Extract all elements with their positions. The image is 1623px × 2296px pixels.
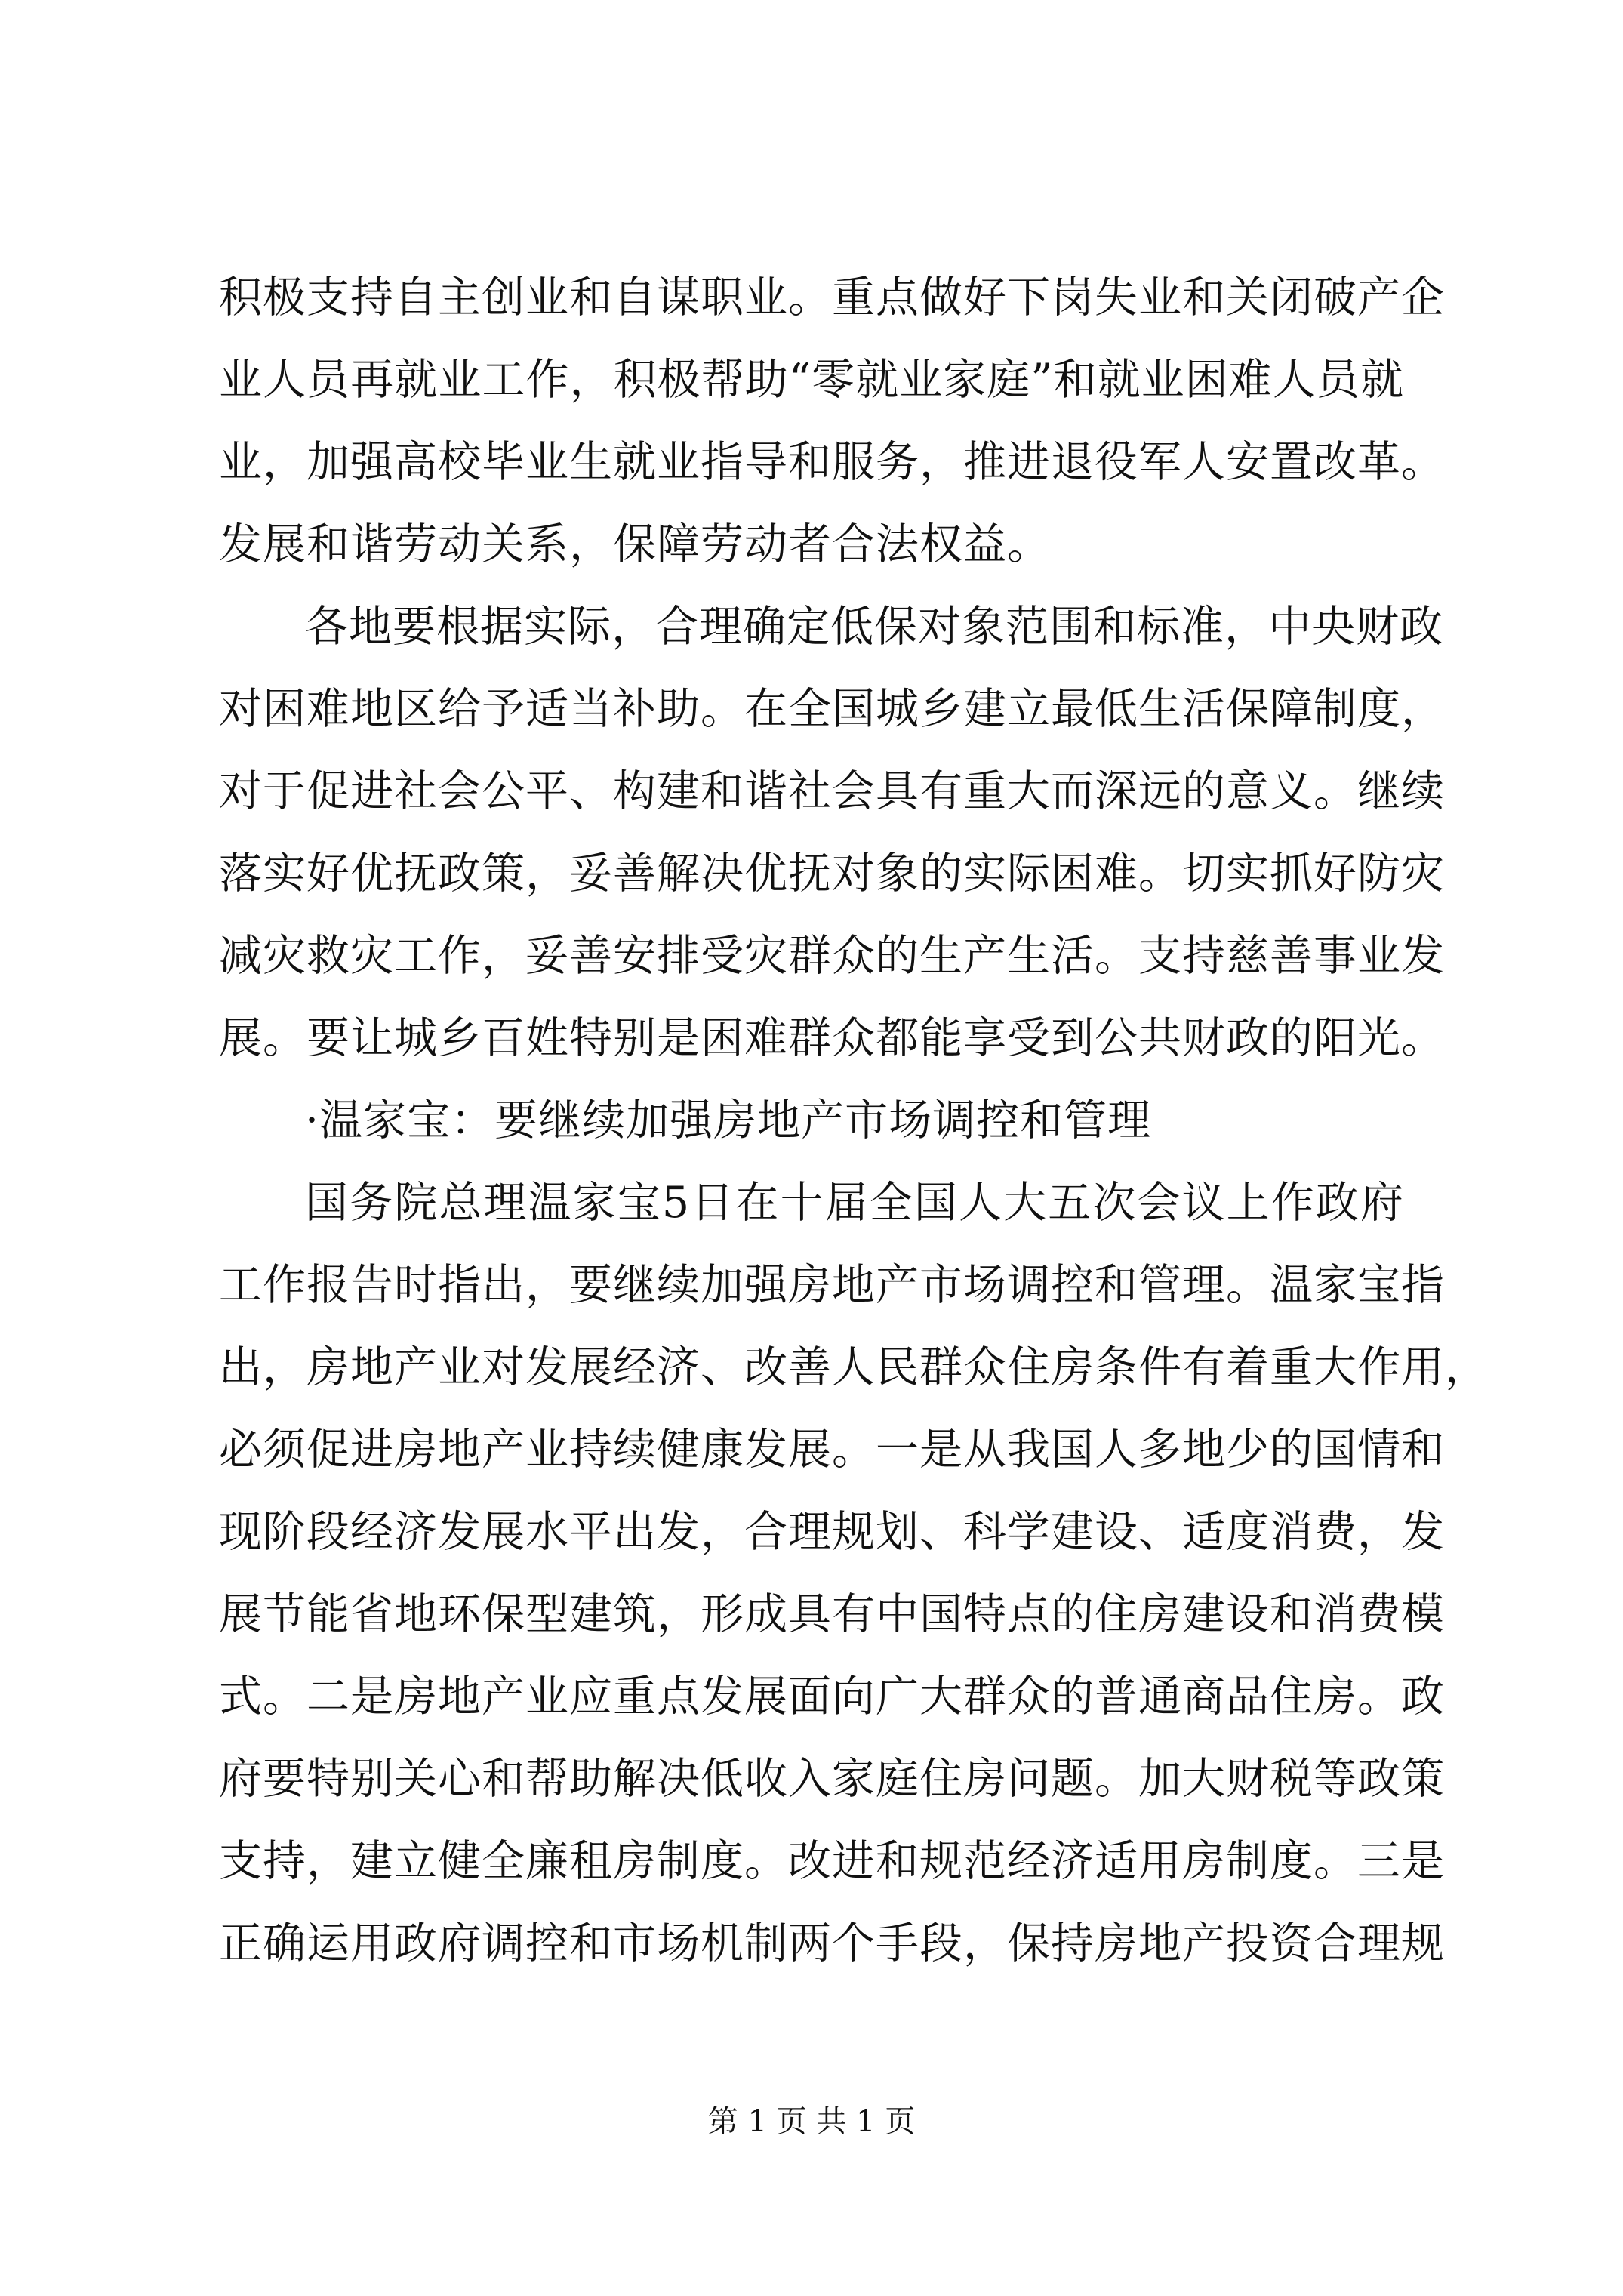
- text-line: 支持，建立健全廉租房制度。改进和规范经济适用房制度。三是: [219, 1836, 1445, 1886]
- text-line: 落实好优抚政策，妥善解决优抚对象的实际困难。切实抓好防灾: [219, 849, 1445, 898]
- text-line: 各地要根据实际，合理确定低保对象范围和标准，中央财政: [305, 602, 1443, 652]
- text-line: 国务院总理温家宝5日在十届全国人大五次会议上作政府: [305, 1178, 1404, 1228]
- text-line: 对于促进社会公平、构建和谐社会具有重大而深远的意义。继续: [219, 766, 1445, 816]
- text-line: 业，加强高校毕业生就业指导和服务，推进退役军人安置改革。: [219, 437, 1445, 487]
- text-line: 工作报告时指出，要继续加强房地产市场调控和管理。温家宝指: [219, 1260, 1445, 1310]
- text-line: 出，房地产业对发展经济、改善人民群众住房条件有着重大作用，: [219, 1342, 1489, 1392]
- text-line: 业人员再就业工作，积极帮助“零就业家庭”和就业困难人员就: [219, 355, 1404, 405]
- text-line: 现阶段经济发展水平出发，合理规划、科学建设、适度消费，发: [219, 1507, 1445, 1557]
- text-line: 展节能省地环保型建筑，形成具有中国特点的住房建设和消费模: [219, 1589, 1445, 1639]
- section-heading: ·温家宝：要继续加强房地产市场调控和管理: [305, 1096, 1152, 1145]
- text-line: 发展和谐劳动关系，保障劳动者合法权益。: [219, 519, 1051, 569]
- text-line: 必须促进房地产业持续健康发展。一是从我国人多地少的国情和: [219, 1425, 1445, 1475]
- text-line: 积极支持自主创业和自谋职业。重点做好下岗失业和关闭破产企: [219, 273, 1445, 322]
- text-line: 对困难地区给予适当补助。在全国城乡建立最低生活保障制度，: [219, 684, 1445, 734]
- text-line: 展。要让城乡百姓特别是困难群众都能享受到公共财政的阳光。: [219, 1013, 1445, 1063]
- text-line: 府要特别关心和帮助解决低收入家庭住房问题。加大财税等政策: [219, 1754, 1445, 1804]
- text-line: 减灾救灾工作，妥善安排受灾群众的生产生活。支持慈善事业发: [219, 931, 1445, 981]
- page-footer: 第 1 页 共 1 页: [707, 2104, 916, 2139]
- body-text: [219, 257, 1489, 1985]
- text-line: 式。二是房地产业应重点发展面向广大群众的普通商品住房。政: [219, 1672, 1445, 1721]
- text-line: 正确运用政府调控和市场机制两个手段，保持房地产投资合理规: [219, 1918, 1445, 1968]
